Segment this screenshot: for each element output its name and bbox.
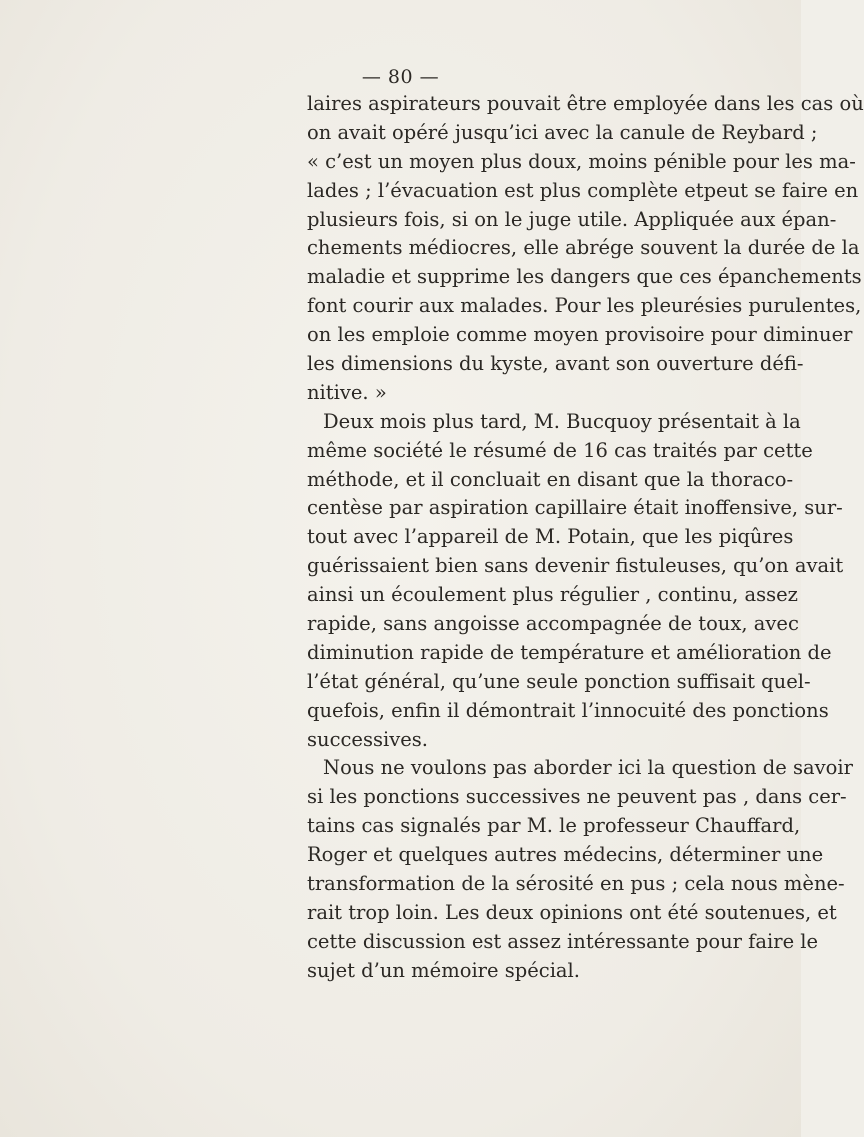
text-line: Nous ne voulons pas aborder ici la question de savoir [323, 756, 853, 780]
text-line: lades ; l’évacuation est plus complète etpeut se faire en [307, 178, 859, 202]
text-line: centèse par aspiration capillaire était inoffensive, sur- [307, 496, 843, 520]
text-line: laires aspirateurs pouvait être employée dans les cas où [307, 92, 864, 115]
text-line: on les emploie comme moyen provisoire pour diminuer [307, 323, 853, 347]
text-line: diminution rapide de température et amélioration de [307, 640, 832, 664]
text-line: Roger et quelques autres médecins, déterminer une [307, 843, 824, 867]
text-line: nitive. » [307, 380, 387, 404]
text-line: méthode, et il concluait en disant que la thoraco- [307, 467, 794, 491]
text-line: si les ponctions successives ne peuvent pas , dans cer- [307, 785, 847, 809]
text-line: plusieurs fois, si on le juge utile. Appliquée aux épan- [307, 207, 837, 231]
text-line: tout avec l’appareil de M. Potain, que les piqûres [307, 525, 794, 549]
text-line: maladie et supprime les dangers que ces épanchements [307, 265, 862, 289]
text-line: tains cas signalés par M. le professeur Chauffard, [307, 814, 801, 838]
page-number: — 80 — [361, 66, 440, 88]
text-line: guérissaient bien sans devenir fistuleuses, qu’on avait [307, 554, 844, 578]
text-line: quefois, enfin il démontrait l’innocuité des ponctions [307, 698, 829, 722]
text-line: les dimensions du kyste, avant son ouverture défi- [307, 352, 804, 376]
text-line: rait trop loin. Les deux opinions ont été soutenues, et [307, 900, 837, 924]
text-line: chements médiocres, elle abrége souvent la durée de la [307, 236, 860, 260]
text-line: ainsi un écoulement plus régulier , continu, assez [307, 583, 798, 607]
text-line: rapide, sans angoisse accompagnée de toux, avec [307, 612, 799, 636]
text-line: Deux mois plus tard, M. Bucquoy présentait à la [323, 409, 801, 433]
text-line: cette discussion est assez intéressante pour faire le [307, 929, 819, 953]
text-line: transformation de la sérosité en pus ; cela nous mène- [307, 872, 845, 896]
text-line: « c’est un moyen plus doux, moins pénible pour les ma- [307, 149, 856, 173]
body-text [307, 90, 864, 986]
text-line: sujet d’un mémoire spécial. [307, 958, 580, 982]
text-line: on avait opéré jusqu’ici avec la canule de Reybard ; [307, 120, 818, 144]
text-line: même société le résumé de 16 cas traités par cette [307, 438, 813, 462]
text-line: l’état général, qu’une seule ponction suffisait quel- [307, 669, 811, 693]
text-line: successives. [307, 727, 428, 751]
text-line: font courir aux malades. Pour les pleurésies purulentes, [307, 294, 862, 318]
